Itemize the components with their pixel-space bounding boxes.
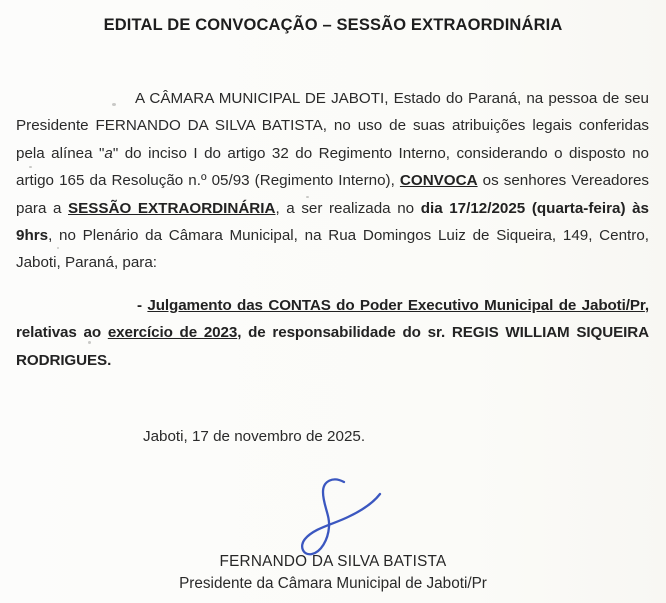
text-run: , de responsabilidade do sr. REGIS WILLIAM SIQUEIRA RODRIGUES.: [16, 324, 649, 369]
text-run: os senhores Vereadores para a: [16, 172, 650, 217]
text-run-italic-a: a: [104, 144, 113, 162]
text-run-session-datetime: dia 17/12/2025 (quarta-feira) às 9hrs: [16, 199, 649, 245]
text-run: A CÂMARA MUNICIPAL DE JABOTI, Estado do Paraná, na pessoa de seu Presidente FERNANDO DA SILVA BATISTA, no uso de suas atribuições legais conferidas pela alínea ": [16, 90, 649, 162]
scan-speckle: [57, 247, 59, 249]
text-run-agenda-item: Julgamento das CONTAS do Poder Executivo Municipal de Jaboti/Pr: [147, 297, 645, 315]
convocation-paragraph: [16, 85, 649, 277]
text-run-fiscal-year: exercício de 2023: [107, 324, 238, 342]
scan-speckle: [29, 166, 32, 168]
signature: [274, 477, 394, 561]
text-run: , a ser realizada no: [275, 199, 421, 217]
place-date-line: Jaboti, 17 de novembro de 2025.: [143, 428, 366, 445]
text-run: , relativas ao: [16, 297, 650, 342]
text-run: -: [137, 297, 148, 315]
scan-speckle: [306, 196, 309, 198]
scan-speckle: [112, 103, 116, 106]
text-run-sessao-extraordinaria: SESSÃO EXTRAORDINÁRIA: [68, 199, 276, 217]
scan-speckle: [88, 341, 91, 344]
signatory-name: FERNANDO DA SILVA BATISTA: [219, 553, 447, 570]
text-run-convoca: CONVOCA: [399, 172, 478, 190]
agenda-paragraph: [16, 292, 649, 374]
document-title: EDITAL DE CONVOCAÇÃO – SESSÃO EXTRAORDINÁRIA: [103, 16, 563, 34]
text-run: " do inciso I do artigo 32 do Regimento Interno, considerando o disposto no artigo 165 da Resolução n.º 05/93 (Regimento Interno),: [16, 144, 649, 190]
signatory-role: Presidente da Câmara Municipal de Jaboti/Pr: [179, 575, 487, 592]
text-run: , no Plenário da Câmara Municipal, na Rua Domingos Luiz de Siqueira, 149, Centro, Jaboti, Paraná, para:: [16, 227, 649, 272]
signature-stroke: [302, 479, 380, 554]
